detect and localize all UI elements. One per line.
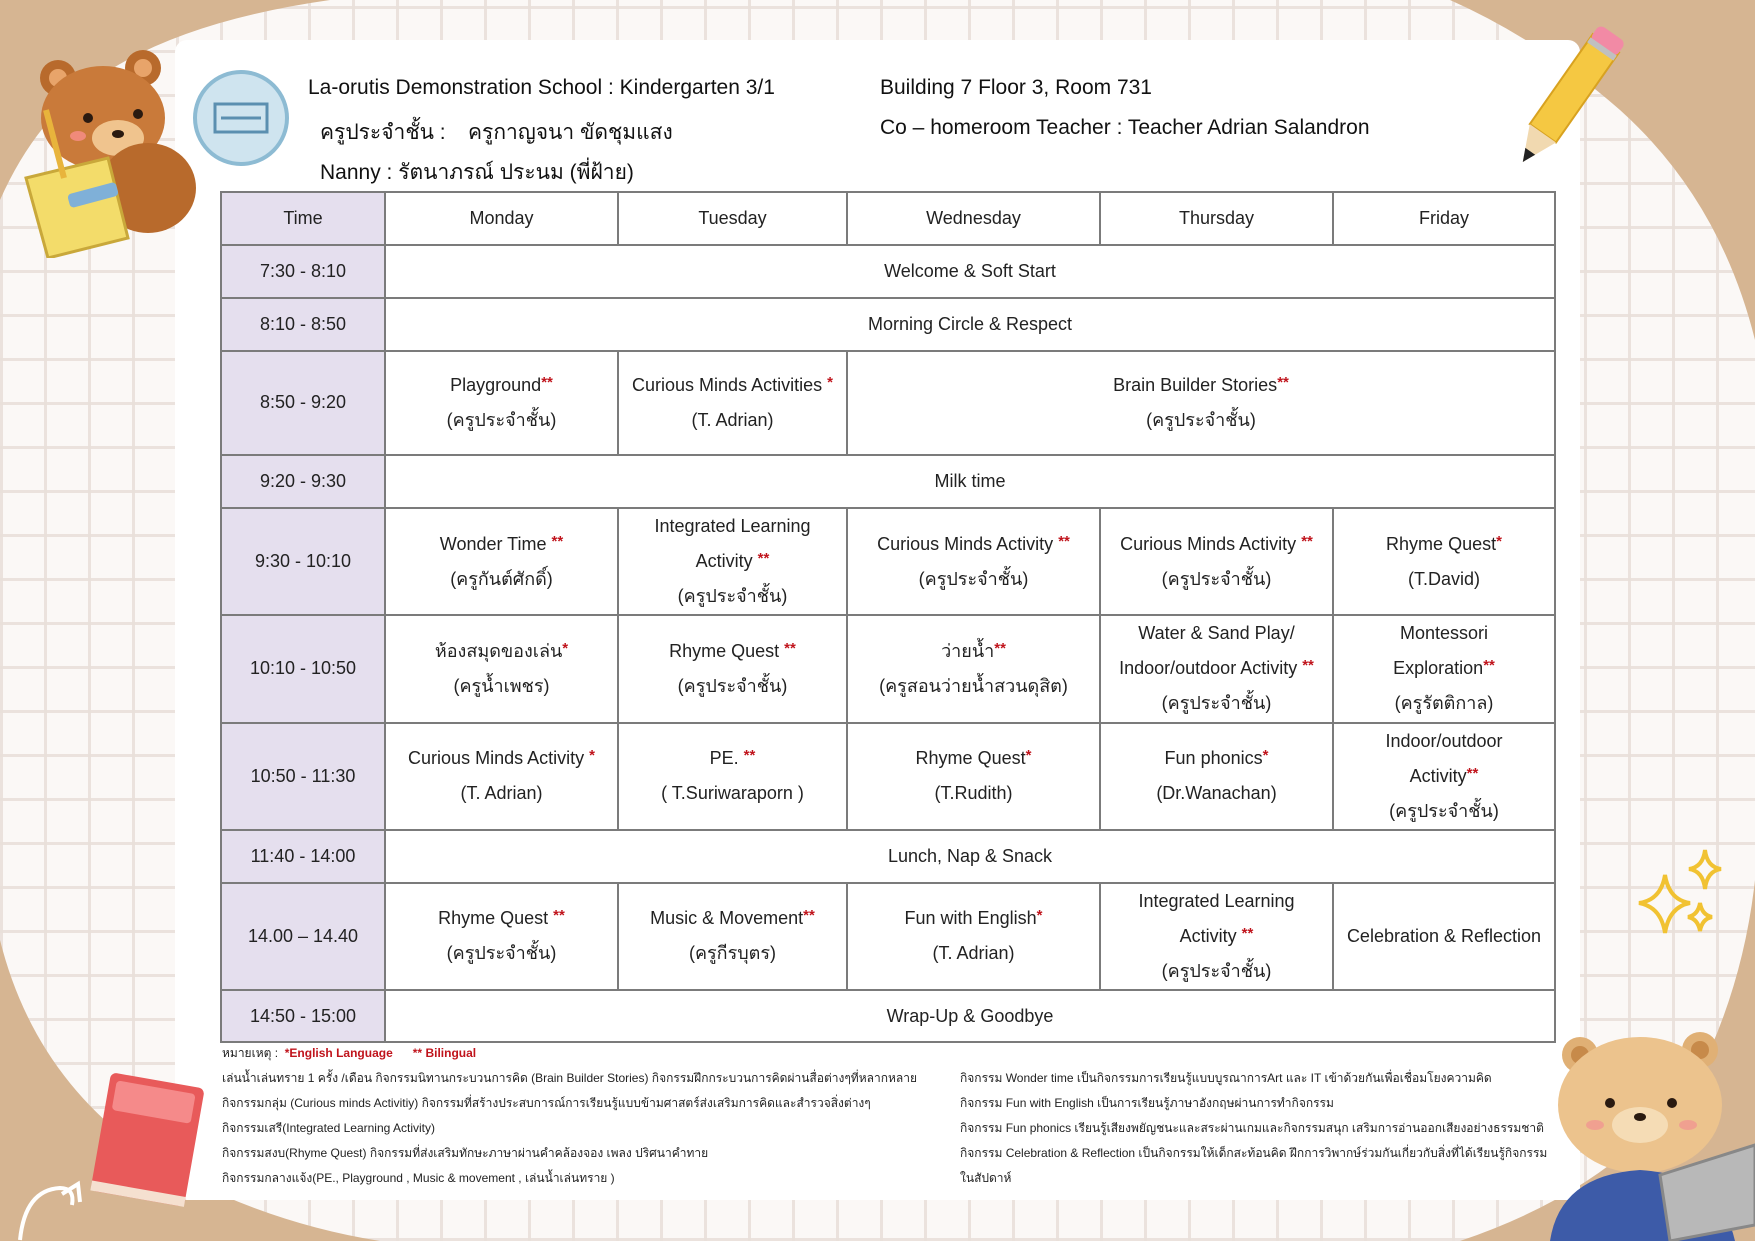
- table-row: [221, 883, 1555, 990]
- activity-cell: Rhyme Quest ** (ครูประจำชั้น): [618, 615, 847, 722]
- header-time: Time: [221, 192, 385, 245]
- red-book-icon: [85, 1065, 215, 1215]
- note-line: กิจกรรม Celebration & Reflection เป็นกิจกรรมให้เด็กสะท้อนคิด ฝึกการวิพากษ์ร่วมกันเกี่ยวกับสิ่งที่ได้เรียนรู้กิจกรรม: [960, 1146, 1548, 1160]
- activity-cell: Curious Minds Activity ** (ครูประจำชั้น): [1100, 508, 1333, 615]
- activity-cell: Lunch, Nap & Snack: [385, 830, 1555, 883]
- activity-cell: Rhyme Quest* (T.David): [1333, 508, 1555, 615]
- time-cell: 10:50 - 11:30: [221, 723, 385, 830]
- table-row: [221, 615, 1555, 722]
- time-cell: 10:10 - 10:50: [221, 615, 385, 722]
- activity-cell: Wrap-Up & Goodbye: [385, 990, 1555, 1042]
- header-row: [221, 192, 1555, 245]
- note-line: ในสัปดาห์: [960, 1171, 1012, 1185]
- activity-cell: PE. ** ( T.Suriwaraporn ): [618, 723, 847, 830]
- note-line: กิจกรรม Fun with English เป็นการเรียนรู้ภาษาอังกฤษผ่านการทำกิจกรรม: [960, 1096, 1334, 1110]
- activity-cell: Water & Sand Play/ Indoor/outdoor Activity ** (ครูประจำชั้น): [1100, 615, 1333, 722]
- activity-cell: Milk time: [385, 455, 1555, 508]
- legend-bilingual: ** Bilingual: [412, 1046, 477, 1060]
- legend: หมายเหตุ : *English Language ** Bilingual: [222, 1046, 477, 1060]
- co-homeroom-teacher: Co – homeroom Teacher : Teacher Adrian Salandron: [880, 116, 1370, 139]
- table-row: [221, 723, 1555, 830]
- activity-cell: Music & Movement** (ครูกีรบุตร): [618, 883, 847, 990]
- activity-cell: Celebration & Reflection: [1333, 883, 1555, 990]
- bear-with-laptop-icon: [1540, 1025, 1755, 1241]
- time-cell: 8:10 - 8:50: [221, 298, 385, 351]
- table-row: [221, 830, 1555, 883]
- time-cell: 9:20 - 9:30: [221, 455, 385, 508]
- activity-cell: ห้องสมุดของเล่น* (ครูน้ำเพชร): [385, 615, 618, 722]
- sparkle-icon: [1625, 845, 1730, 945]
- table-row: [221, 351, 1555, 455]
- header-thursday: Thursday: [1100, 192, 1333, 245]
- activity-cell: Integrated Learning Activity ** (ครูประจำชั้น): [618, 508, 847, 615]
- activity-cell: Wonder Time ** (ครูกันต์ศักดิ์): [385, 508, 618, 615]
- activity-cell: ว่ายน้ำ** (ครูสอนว่ายน้ำสวนดุสิต): [847, 615, 1100, 722]
- time-cell: 7:30 - 8:10: [221, 245, 385, 298]
- note-line: เล่นน้ำเล่นทราย 1 ครั้ง /เดือน กิจกรรมนิทานกระบวนการคิด (Brain Builder Stories) กิจกรรมฝึกกระบวนการคิดผ่านสื่อต่างๆที่หลากหลาย: [222, 1071, 918, 1085]
- time-cell: 14:50 - 15:00: [221, 990, 385, 1042]
- activity-cell: Brain Builder Stories** (ครูประจำชั้น): [847, 351, 1555, 455]
- note-line: กิจกรรมสงบ(Rhyme Quest) กิจกรรมที่ส่งเสริมทักษะภาษาผ่านคำคล้องจอง เพลง ปริศนาคำทาย: [222, 1146, 709, 1160]
- homeroom-teacher-label: ครูประจำชั้น :: [320, 121, 446, 144]
- pencil-icon: [1480, 10, 1650, 190]
- arrow-icon: [10, 1170, 90, 1241]
- nanny: Nanny : รัตนาภรณ์ ประนม (พี่ฝ้าย): [320, 161, 634, 184]
- activity-cell: Curious Minds Activities * (T. Adrian): [618, 351, 847, 455]
- activity-cell: Rhyme Quest* (T.Rudith): [847, 723, 1100, 830]
- header-monday: Monday: [385, 192, 618, 245]
- activity-cell: Montessori Exploration** (ครูรัตติกาล): [1333, 615, 1555, 722]
- note-line: กิจกรรม Fun phonics เรียนรู้เสียงพยัญชนะและสระผ่านเกมและกิจกรรมสนุก เสริมการอ่านออกเสียงอย่างธรรมชาติ: [960, 1121, 1544, 1135]
- note-line: กิจกรรม Wonder time เป็นกิจกรรมการเรียนรู้แบบบูรณาการArt และ IT เข้าด้วยกันเพื่อเชื่อมโยงความคิด: [960, 1071, 1492, 1085]
- time-cell: 14.00 – 14.40: [221, 883, 385, 990]
- table-row: [221, 508, 1555, 615]
- table-row: [221, 455, 1555, 508]
- activity-cell: Integrated Learning Activity ** (ครูประจำชั้น): [1100, 883, 1333, 990]
- header-friday: Friday: [1333, 192, 1555, 245]
- time-cell: 8:50 - 9:20: [221, 351, 385, 455]
- legend-english: *English Language: [284, 1046, 393, 1060]
- header-wednesday: Wednesday: [847, 192, 1100, 245]
- timetable: [220, 191, 1556, 1043]
- bear-with-notebook-icon: [18, 38, 198, 258]
- room-location: Building 7 Floor 3, Room 731: [880, 76, 1152, 99]
- activity-cell: Curious Minds Activity ** (ครูประจำชั้น): [847, 508, 1100, 615]
- table-row: [221, 245, 1555, 298]
- homeroom-teacher-name: ครูกาญจนา ขัดชุมแสง: [468, 121, 673, 144]
- school-name: La-orutis Demonstration School : Kindergarten 3/1: [308, 76, 775, 99]
- table-row: [221, 990, 1555, 1042]
- note-line: กิจกรรมกลางแจ้ง(PE., Playground , Music & movement , เล่นน้ำเล่นทราย ): [222, 1171, 615, 1185]
- activity-cell: Curious Minds Activity * (T. Adrian): [385, 723, 618, 830]
- activity-cell: Playground** (ครูประจำชั้น): [385, 351, 618, 455]
- header-tuesday: Tuesday: [618, 192, 847, 245]
- school-logo-icon: [193, 70, 289, 166]
- time-cell: 9:30 - 10:10: [221, 508, 385, 615]
- activity-cell: Morning Circle & Respect: [385, 298, 1555, 351]
- activity-cell: Indoor/outdoor Activity** (ครูประจำชั้น): [1333, 723, 1555, 830]
- time-cell: 11:40 - 14:00: [221, 830, 385, 883]
- activity-cell: Fun with English* (T. Adrian): [847, 883, 1100, 990]
- note-line: กิจกรรมกลุ่ม (Curious minds Activitiy) กิจกรรมที่สร้างประสบการณ์การเรียนรู้แบบข้ามศาสตร์ส่งเสริมการคิดและสำรวจสิ่งต่างๆ: [222, 1096, 871, 1110]
- activity-cell: Fun phonics* (Dr.Wanachan): [1100, 723, 1333, 830]
- activity-cell: Rhyme Quest ** (ครูประจำชั้น): [385, 883, 618, 990]
- note-line: กิจกรรมเสรี(Integrated Learning Activity): [222, 1121, 435, 1135]
- table-row: [221, 298, 1555, 351]
- activity-cell: Welcome & Soft Start: [385, 245, 1555, 298]
